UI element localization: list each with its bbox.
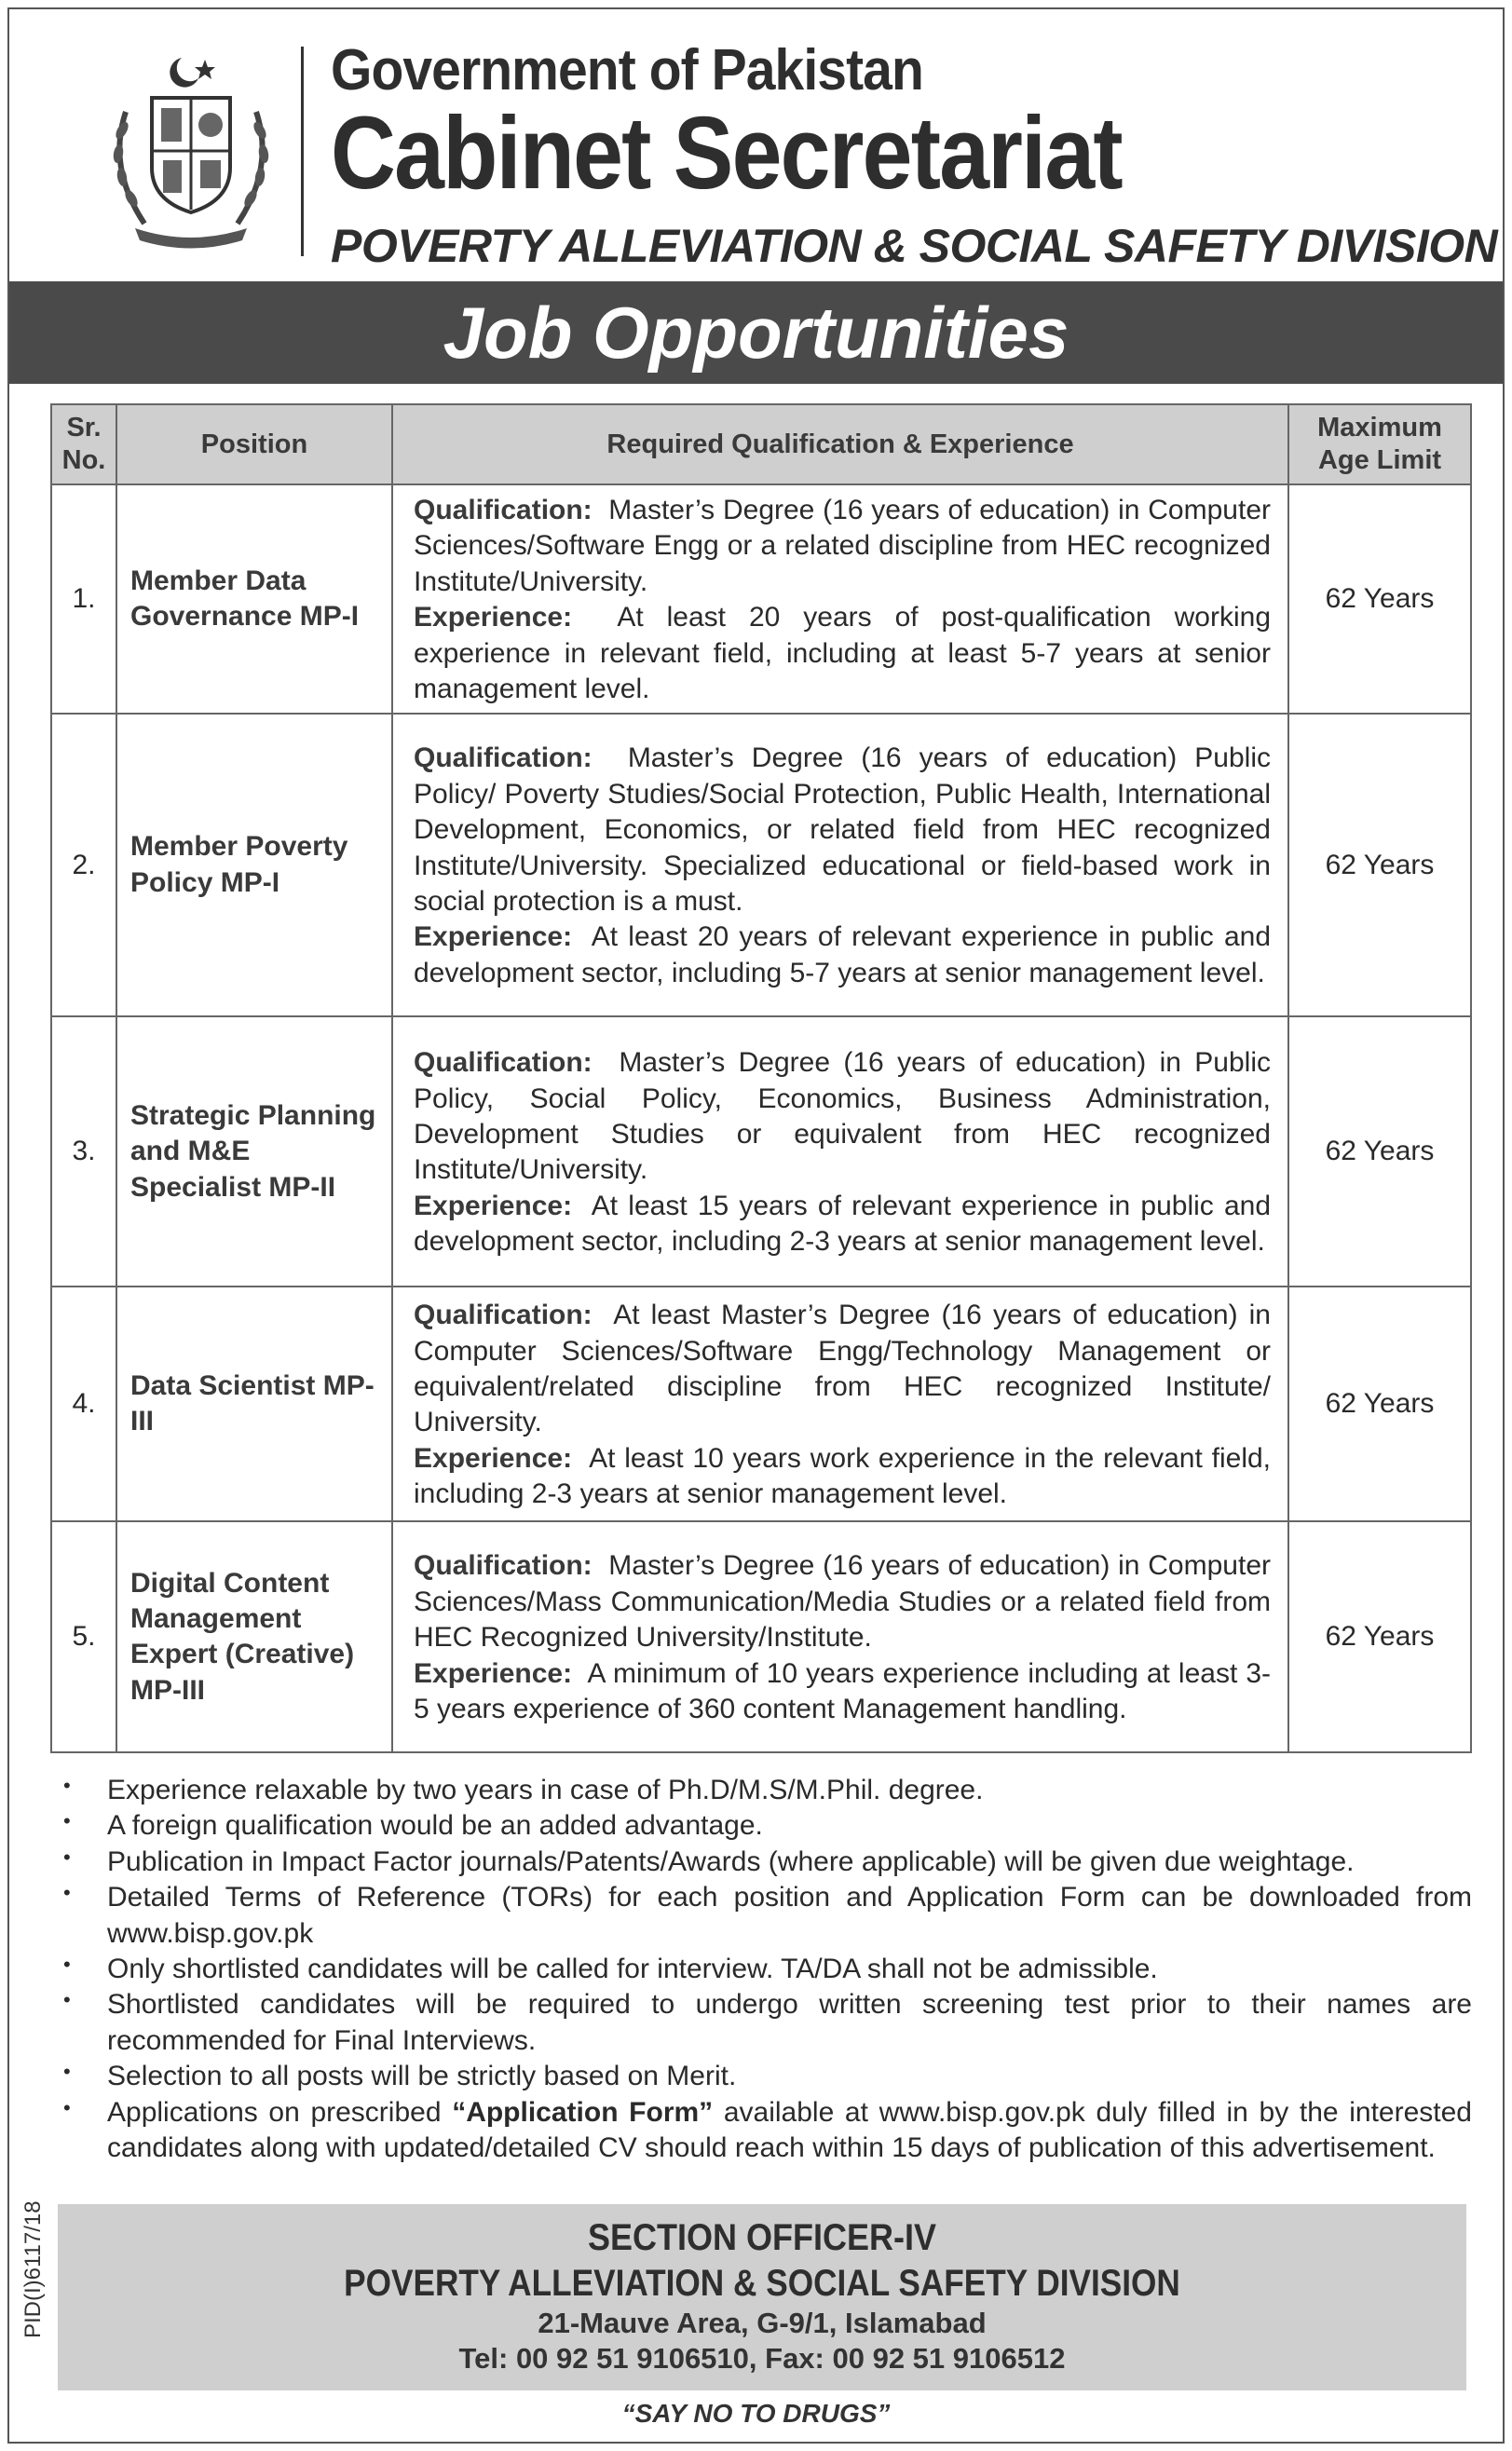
row-sr-no: 4. [51, 1287, 116, 1521]
table-row [51, 1287, 1471, 1521]
row-sr-no: 5. [51, 1521, 116, 1752]
experience-text: At least 20 years of relevant experience in public and development sector, including 5-7 years at senior management level. [414, 921, 1272, 988]
row-qualification-experience [392, 484, 1288, 714]
header-division: POVERTY ALLEVIATION & SOCIAL SAFETY DIVISION [331, 220, 1498, 272]
pid-number: PID(I)6117/18 [20, 2200, 46, 2338]
header-divider [301, 47, 304, 256]
row-position: Data Scientist MP-III [116, 1287, 392, 1521]
footer-box [58, 2204, 1466, 2390]
qualification-label: Qualification: [414, 1047, 593, 1079]
state-emblem-icon [89, 47, 293, 252]
header-cabinet-secretariat: Cabinet Secretariat [331, 96, 1122, 211]
qualification-label: Qualification: [414, 742, 593, 774]
qualification-label: Qualification: [414, 1550, 593, 1582]
experience-text: At least 10 years work experience in the relevant field, including 2-3 years at senior management level. [414, 1442, 1272, 1510]
table-row [51, 714, 1471, 1016]
row-position: Strategic Planning and M&E Specialist MP-II [116, 1016, 392, 1287]
advertisement-page [7, 7, 1505, 2444]
application-form-label: “Application Form” [452, 2096, 714, 2128]
qualification-text: Master’s Degree (16 years of education) in Public Policy, Social Policy, Economics, Business Administration, Development Studies or equivalent from HEC recognized Institute/University. [414, 1047, 1271, 1186]
table-row [51, 1521, 1471, 1752]
header-government: Government of Pakistan [331, 38, 923, 102]
positions-table-wrapper [50, 403, 1470, 1753]
header [9, 9, 1503, 279]
experience-label: Experience: [414, 1442, 573, 1474]
application-note-pre: Applications on prescribed [107, 2096, 453, 2128]
row-qualification-experience [392, 1521, 1288, 1752]
experience-label: Experience: [414, 921, 573, 953]
header-qualification: Required Qualification & Experience [392, 404, 1288, 484]
row-age-limit: 62 Years [1288, 1521, 1471, 1752]
footer-division: POVERTY ALLEVIATION & SOCIAL SAFETY DIVISION [344, 2263, 1180, 2304]
table-header-row [51, 404, 1471, 484]
row-qualification-experience [392, 1016, 1288, 1287]
table-row [51, 1016, 1471, 1287]
application-note-post: available at www.bisp.gov.pk duly filled in by the interested candidates along with updated/detailed CV should reach within 15 days of publication of this advertisement. [107, 2096, 1472, 2163]
job-opportunities-banner [9, 281, 1503, 384]
row-position: Member Poverty Policy MP-I [116, 714, 392, 1016]
header-position: Position [116, 404, 392, 484]
list-item [56, 2095, 1472, 2167]
row-position: Digital Content Management Expert (Creative) MP-III [116, 1521, 392, 1752]
list-item: • Detailed Terms of Reference (TORs) for each position and Application Form can be downloaded from www.bisp.gov.pk [56, 1880, 1472, 1952]
slogan: “SAY NO TO DRUGS” [621, 2399, 891, 2428]
list-item: • A foreign qualification would be an added advantage. [56, 1808, 1472, 1844]
positions-table [50, 403, 1472, 1753]
experience-text: A minimum of 10 years experience including at least 3-5 years experience of 360 content Management handling. [414, 1657, 1272, 1724]
header-sr-no: Sr. No. [51, 404, 116, 484]
row-sr-no: 1. [51, 484, 116, 714]
notes-section [56, 1773, 1472, 2166]
row-sr-no: 2. [51, 714, 116, 1016]
notes-list [56, 1773, 1472, 2166]
row-sr-no: 3. [51, 1016, 116, 1287]
footer-address: 21-Mauve Area, G-9/1, Islamabad [538, 2307, 987, 2339]
row-age-limit: 62 Years [1288, 484, 1471, 714]
footer-contact: Tel: 00 92 51 9106510, Fax: 00 92 51 9106512 [458, 2342, 1066, 2375]
row-position: Member Data Governance MP-I [116, 484, 392, 714]
list-item: • Selection to all posts will be strictly based on Merit. [56, 2059, 1472, 2094]
list-item: • Only shortlisted candidates will be called for interview. TA/DA shall not be admissible. [56, 1952, 1472, 1987]
list-item: • Publication in Impact Factor journals/Patents/Awards (where applicable) will be given due weightage. [56, 1845, 1472, 1880]
list-item: • Experience relaxable by two years in case of Ph.D/M.S/M.Phil. degree. [56, 1773, 1472, 1808]
list-item: • Shortlisted candidates will be required to undergo written screening test prior to their names are recommended for Final Interviews. [56, 1987, 1472, 2059]
experience-label: Experience: [414, 1190, 573, 1221]
qualification-text: Master’s Degree (16 years of education) Public Policy/ Poverty Studies/Social Protection, Public Health, International Development, Economics, or related field from HEC recognized Institute/University. Specialized educational or field-based work in social protection is a must. [414, 742, 1272, 918]
row-age-limit: 62 Years [1288, 1287, 1471, 1521]
footer-office: SECTION OFFICER-IV [587, 2217, 937, 2258]
row-age-limit: 62 Years [1288, 714, 1471, 1016]
experience-text: At least 20 years of post-qualification working experience in relevant field, including at least 5-7 years at senior management level. [414, 602, 1272, 704]
qualification-text: Master’s Degree (16 years of education) in Computer Sciences/Software Engg or a related discipline from HEC recognized Institute/University. [414, 495, 1271, 597]
qualification-text: At least Master’s Degree (16 years of education) in Computer Sciences/Software Engg/Technology Management or equivalent/related discipline from HEC recognized Institute/ University. [414, 1300, 1271, 1438]
experience-text: At least 15 years of relevant experience in public and development sector, including 2-3 years at senior management level. [414, 1190, 1272, 1258]
qualification-label: Qualification: [414, 1300, 593, 1331]
qualification-label: Qualification: [414, 495, 593, 525]
experience-label: Experience: [414, 1657, 573, 1689]
experience-label: Experience: [414, 602, 573, 633]
header-age-limit: Maximum Age Limit [1288, 404, 1471, 484]
banner-title: Job Opportunities [443, 291, 1069, 374]
table-row [51, 484, 1471, 714]
row-qualification-experience [392, 1287, 1288, 1521]
row-age-limit: 62 Years [1288, 1016, 1471, 1287]
qualification-text: Master’s Degree (16 years of education) in Computer Sciences/Mass Communication/Media Studies or a related field from HEC Recognized University/Institute. [414, 1550, 1271, 1654]
row-qualification-experience [392, 714, 1288, 1016]
